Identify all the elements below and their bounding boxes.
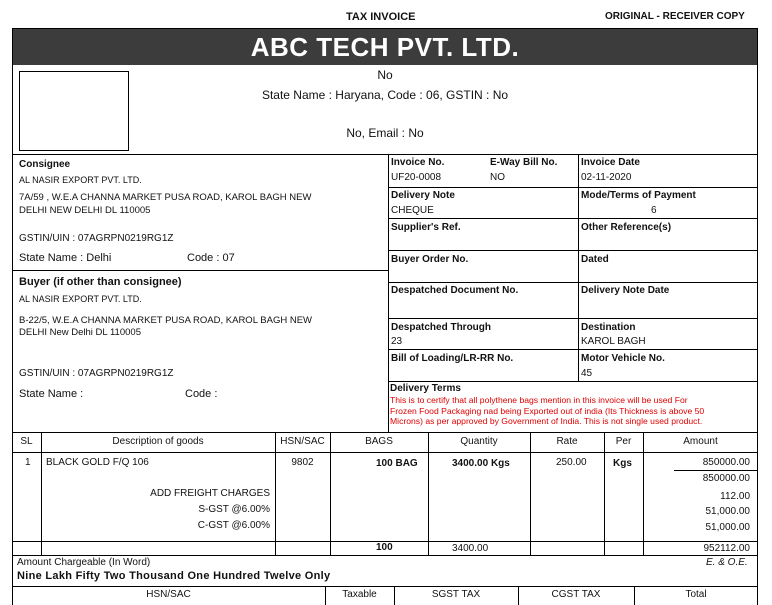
buyer-state: State Name :	[19, 388, 84, 400]
item-bags-unit: BAG	[395, 458, 418, 469]
item-hsn: 9802	[291, 457, 314, 468]
divider	[530, 432, 531, 555]
item-bags	[376, 458, 418, 469]
divider	[330, 432, 331, 555]
col-header-sl: SL	[20, 436, 33, 447]
divider	[388, 154, 389, 432]
divider	[388, 250, 758, 251]
consignee-address-1: 7A/59 , W.E.A CHANNA MARKET PUSA ROAD, KAROL BAGH NEW	[19, 192, 312, 203]
amount-in-words: Nine Lakh Fifty Two Thousand One Hundred Twelve Only	[17, 570, 331, 582]
consignee-name: AL NASIR EXPORT PVT. LTD.	[19, 175, 142, 185]
destination-label: Destination	[581, 322, 636, 333]
tax-col-cgst: CGST TAX	[551, 589, 601, 600]
sgst-label: S-GST @6.00%	[198, 504, 270, 515]
item-per: Kgs	[613, 458, 632, 469]
divider	[275, 432, 276, 555]
tax-col-total: Total	[685, 589, 707, 600]
delivery-terms-text	[390, 395, 758, 427]
consignee-state: State Name : Delhi	[19, 252, 112, 264]
subtotal-amount: 850000.00	[702, 473, 750, 484]
consignee-gstin: GSTIN/UIN : 07AGRPN0219RG1Z	[19, 233, 174, 244]
divider	[12, 270, 388, 271]
divider	[12, 154, 758, 155]
divider	[388, 318, 758, 319]
divider	[388, 349, 758, 350]
consignee-heading: Consignee	[19, 159, 71, 170]
item-quantity	[452, 458, 510, 469]
doc-title: TAX INVOICE	[346, 11, 416, 23]
divider	[388, 218, 758, 219]
invoice-no-label: Invoice No.	[391, 157, 445, 168]
total-amount: 952112.00	[703, 543, 750, 554]
delivery-terms-line: Frozen Food Packaging nad being Exported out of india (Its Thickness is above 50	[390, 405, 705, 416]
item-rate: 250.00	[556, 457, 587, 468]
payment-mode: 6	[651, 205, 657, 216]
bill-of-lading-label: Bill of Loading/LR-RR No.	[391, 353, 514, 364]
tax-col-hsn: HSN/SAC	[146, 589, 191, 600]
delivery-note-label: Delivery Note	[391, 190, 455, 201]
divider	[12, 432, 758, 433]
buyer-address-1: B-22/5, W.E.A CHANNA MARKET PUSA ROAD, KAROL BAGH NEW	[19, 315, 312, 326]
item-sl: 1	[25, 457, 31, 468]
company-address-line3: No, Email : No	[346, 126, 424, 140]
vehicle-no-label: Motor Vehicle No.	[581, 353, 665, 364]
item-description: BLACK GOLD F/Q 106	[46, 457, 149, 468]
company-address-line2: State Name : Haryana, Code : 06, GSTIN : No	[261, 88, 509, 102]
divider	[604, 432, 605, 555]
buyer-gstin: GSTIN/UIN : 07AGRPN0219RG1Z	[19, 368, 174, 379]
amount-words-label: Amount Chargeable (In Word)	[17, 557, 151, 568]
col-header-per: Per	[615, 436, 632, 447]
cgst-label: C-GST @6.00%	[197, 520, 270, 531]
freight-charge-label: ADD FREIGHT CHARGES	[150, 488, 270, 499]
divider	[12, 586, 758, 587]
company-address-line1: No	[377, 68, 393, 82]
divider	[674, 470, 758, 471]
eoe-label: E. & O.E.	[706, 557, 748, 568]
company-banner	[13, 29, 757, 65]
item-amount: 850000.00	[702, 457, 750, 468]
tax-col-taxable: Taxable	[342, 589, 377, 600]
invoice-no: UF20-0008	[391, 172, 442, 183]
despatched-through: 23	[391, 336, 403, 347]
tax-col-sgst: SGST TAX	[431, 589, 481, 600]
divider	[388, 381, 758, 382]
cgst-amount: 51,000.00	[705, 522, 750, 533]
col-header-hsn: HSN/SAC	[280, 436, 325, 447]
delivery-note-date-label: Delivery Note Date	[581, 285, 670, 296]
freight-charge-amount: 112.00	[720, 491, 750, 502]
divider	[578, 154, 579, 382]
consignee-address-2: DELHI NEW DELHI DL 110005	[19, 205, 151, 216]
divider	[428, 432, 429, 555]
consignee-code: Code : 07	[187, 252, 235, 264]
buyer-heading: Buyer (if other than consignee)	[19, 276, 182, 288]
divider	[12, 555, 758, 556]
other-ref-label: Other Reference(s)	[581, 222, 672, 233]
invoice-date: 02-11-2020	[581, 172, 632, 183]
payment-mode-label: Mode/Terms of Payment	[581, 190, 696, 201]
buyer-address-2: DELHI New Delhi DL 110005	[19, 327, 141, 338]
delivery-terms-line: Microns) as per approved by Government of India. This is not single used product.	[390, 416, 703, 426]
col-header-amount: Amount	[683, 436, 718, 447]
col-header-quantity: Quantity	[460, 436, 498, 447]
eway-bill-no: NO	[490, 172, 505, 183]
total-quantity: 3400.00	[452, 543, 489, 554]
divider	[12, 452, 758, 453]
supplier-ref-label: Supplier's Ref.	[391, 222, 461, 233]
destination: KAROL BAGH	[581, 336, 646, 347]
delivery-terms-label: Delivery Terms	[390, 383, 461, 394]
buyer-code: Code :	[185, 388, 218, 400]
despatched-doc-label: Despatched Document No.	[391, 285, 519, 296]
item-quantity-value: 3400.00	[452, 458, 489, 469]
buyer-order-label: Buyer Order No.	[391, 254, 469, 265]
total-bags: 100	[376, 542, 393, 553]
dated-label: Dated	[581, 254, 609, 265]
delivery-terms-line: This is to certify that all polythene bags mention in this invoice will be used For	[390, 395, 688, 405]
col-header-bags: BAGS	[365, 436, 393, 447]
copy-label: ORIGINAL - RECEIVER COPY	[605, 11, 745, 22]
item-quantity-unit: Kgs	[490, 458, 510, 469]
company-name: ABC TECH PVT. LTD.	[250, 32, 520, 62]
divider	[388, 187, 758, 188]
vehicle-no: 45	[581, 368, 593, 379]
delivery-note: CHEQUE	[391, 205, 434, 216]
despatched-through-label: Despatched Through	[391, 322, 492, 333]
divider	[388, 282, 758, 283]
item-bags-count: 100	[376, 458, 393, 469]
eway-bill-label: E-Way Bill No.	[490, 157, 558, 168]
col-header-rate: Rate	[556, 436, 578, 447]
buyer-name: AL NASIR EXPORT PVT. LTD.	[19, 294, 142, 304]
col-header-description: Description of goods	[112, 436, 204, 447]
invoice-date-label: Invoice Date	[581, 157, 640, 168]
sgst-amount: 51,000.00	[705, 506, 750, 517]
